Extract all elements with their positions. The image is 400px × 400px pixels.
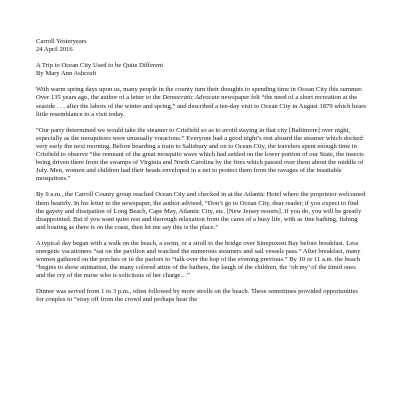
paragraph-1 [36, 86, 366, 118]
article-heading [36, 62, 366, 78]
paragraph-4: A typical day began with a walk on the beach, a swim, or a stroll to the bridge over Sinepuxent Bay before breakfast. Less energetic vacationers “sat on the pavilion and watched the numerous steamers and sail vessels pass.” After breakfast, many women gathered on the porches or in the parlors to “talk over the hop of the evening previous.” By 10 or 11 a.m. the beach “begins to show animation, the many colored attire of the bathers, the laugh of the children, the ‘oh my’ of the timid ones and the cry of the nurse who is solicitous of her charge…” [36, 239, 361, 280]
paragraph-3: By 9 a.m., the Carroll County group reached Ocean City and checked in at the Atlantic Hotel where the proprietor welcomed them heartily. In his letter to the newspaper, the author advised, “Don’t go to Ocean City, dear reader, if you expect to find the gayety and dissipation of Long Beach, Cape May, Atlantic City, etc. [New Jersey resorts]. If you do, you will be greatly disappointed. But if you want quiet rest and thorough relaxation from the cares of a busy life, with as fine bathing, fishing and boating as there is on the coast, then let me say this is the place.” [36, 191, 366, 231]
document-page [36, 38, 366, 305]
article-byline: By Mary Ann Ashcraft [36, 70, 97, 78]
spacer [36, 54, 366, 62]
paragraph-1-text-a: With warm spring days upon us, many people in the county turn their thoughts to spending time in Ocean City this summer. Over 135 years ago, the author of a letter to the [36, 86, 363, 102]
paragraph-2: “Our party determined we would take the steamer to Crisfield so as to avoid staying in that city [Baltimore] over night, especially as the mosquitoes were unusually voracious.” Everyone had a good night’s rest aboard the steamer which docked very early the next morning. Before boarding a train to Salisbury and on to Ocean City, the travelers spent enough time in Crisfield to observe “the remnant of the great mosquito wave which had settled on the lower portion of our State, the insects being driven there from the swamps of Virginia and North Carolina by the fires which passed over them about the middle of July. Men, women and children had their heads enveloped in a net to protect them from the ravages of the insatiable mosquitoes.” [36, 126, 364, 183]
publication-name: Democratic Advocate [162, 94, 220, 102]
paragraph-1-text-b: newspaper felt “the need of a short recreation at the seaside . . . after the labors of the winter and spring,” and described a ten-day visit to Ocean City in August 1879 which bears little resemblance to a visit today. [36, 94, 366, 118]
publication-date: 24 April 2016 [36, 46, 73, 54]
paragraph-5: Dinner was served from 1 to 3 p.m., often followed by more strolls on the beach. These sometimes provided opportunities for couples to “stray off from the crowd and perhaps hear the [36, 288, 358, 304]
article-title: A Trip to Ocean City Used to be Quite Different [36, 62, 164, 70]
column-name: Carroll Yesteryears [36, 38, 87, 45]
